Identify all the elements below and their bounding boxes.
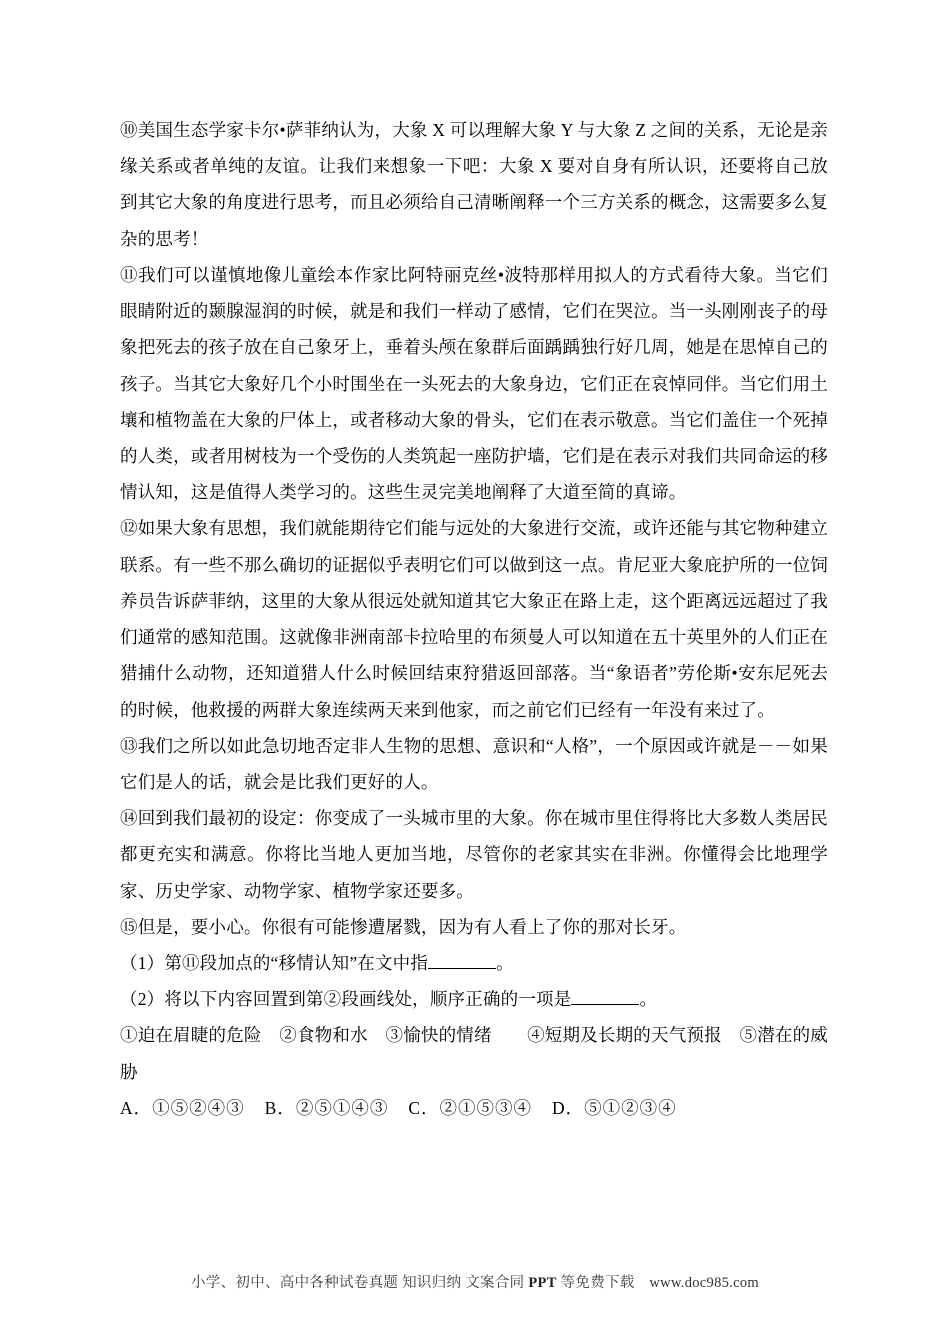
question-2-suffix: 。 <box>639 989 658 1010</box>
question-2-answer-choices <box>120 1090 828 1126</box>
answer-choice-a[interactable]: A．①⑤②④③ <box>120 1097 245 1118</box>
question-1-text: （1）第⑪段加点的“移情认知”在文中指 <box>120 953 429 974</box>
footer-text-after: 等免费下载 <box>556 1275 650 1291</box>
question-2-text: （2）将以下内容回置到第②段画线处，顺序正确的一项是 <box>120 989 572 1010</box>
answer-choice-d[interactable]: D．⑤①②③④ <box>552 1097 677 1118</box>
paragraph-10: ⑩美国生态学家卡尔•萨菲纳认为，大象 X 可以理解大象 Y 与大象 Z 之间的关系，无论是亲缘关系或者单纯的友谊。让我们来想象一下吧：大象 X 要对自身有所认识，还要将自己放到其它大象的角度进行思考，而且必须给自己清晰阐释一个三方关系的概念，这需要多么复杂的思考！ <box>120 120 828 249</box>
question-1 <box>120 945 828 981</box>
question-2 <box>120 981 828 1017</box>
paragraph-12: ⑫如果大象有思想，我们就能期待它们能与远处的大象进行交流，或许还能与其它物种建立联系。有一些不那么确切的证据似乎表明它们可以做到这一点。肯尼亚大象庇护所的一位饲养员告诉萨菲纳，这里的大象从很远处就知道其它大象正在路上走，这个距离远远超过了我们通常的感知范围。这就像非洲南部卡拉哈里的布须曼人可以知道在五十英里外的人们正在猎捕什么动物，还知道猎人什么时候回结束狩猎返回部落。当“象语者”劳伦斯•安东尼死去的时候，他救援的两群大象连续两天来到他家，而之前它们已经有一年没有来过了。 <box>120 518 828 720</box>
paragraph-11: ⑪我们可以谨慎地像儿童绘本作家比阿特丽克丝•波特那样用拟人的方式看待大象。当它们眼睛附近的颞腺湿润的时候，就是和我们一样动了感情，它们在哭泣。当一头刚刚丧子的母象把死去的孩子放在自己象牙上，垂着头颅在象群后面踽踽独行好几周，她是在思悼自己的孩子。当其它大象好几个小时围坐在一头死去的大象身边，它们正在哀悼同伴。当它们用土壤和植物盖在大象的尸体上，或者移动大象的骨头，它们在表示敬意。当它们盖住一个死掉的人类，或者用树枝为一个受伤的人类筑起一座防护墙，它们是在表示对我们共同命运的移情认知，这是值得人类学习的。这些生灵完美地阐释了大道至简的真谛。 <box>120 264 828 503</box>
question-2-blank[interactable] <box>571 989 639 1006</box>
footer-url[interactable]: www.doc985.com <box>649 1275 759 1291</box>
footer-text-before: 小学、初中、高中各种试卷真题 知识归纳 文案合同 <box>191 1275 529 1291</box>
question-1-suffix: 。 <box>496 953 514 974</box>
footer-brand: PPT <box>528 1275 557 1291</box>
paragraph-13: ⑬我们之所以如此急切地否定非人生物的思想、意识和“人格”，一个原因或许就是－－如果它们是人的话，就会是比我们更好的人。 <box>120 735 828 792</box>
paragraph-15: ⑮但是，要小心。你很有可能惨遭屠戮，因为有人看上了你的那对长牙。 <box>120 916 687 937</box>
page-footer <box>0 1271 950 1292</box>
answer-choice-c[interactable]: C．②①⑤③④ <box>408 1097 533 1118</box>
answer-choice-b[interactable]: B．②⑤①④③ <box>264 1097 389 1118</box>
paragraph-14: ⑭回到我们最初的设定：你变成了一头城市里的大象。你在城市里住得将比大多数人类居民都更充实和满意。你将比当地人更加当地，尽管你的老家其实在非洲。你懂得会比地理学家、历史学家、动物学家、植物学家还要多。 <box>120 808 828 901</box>
question-2-option-items: ①迫在眉睫的危险 ②食物和水 ③愉快的情绪 ④短期及长期的天气预报 ⑤潜在的威胁 <box>120 1025 828 1082</box>
question-1-blank[interactable] <box>428 952 496 969</box>
document-body <box>120 112 828 1126</box>
